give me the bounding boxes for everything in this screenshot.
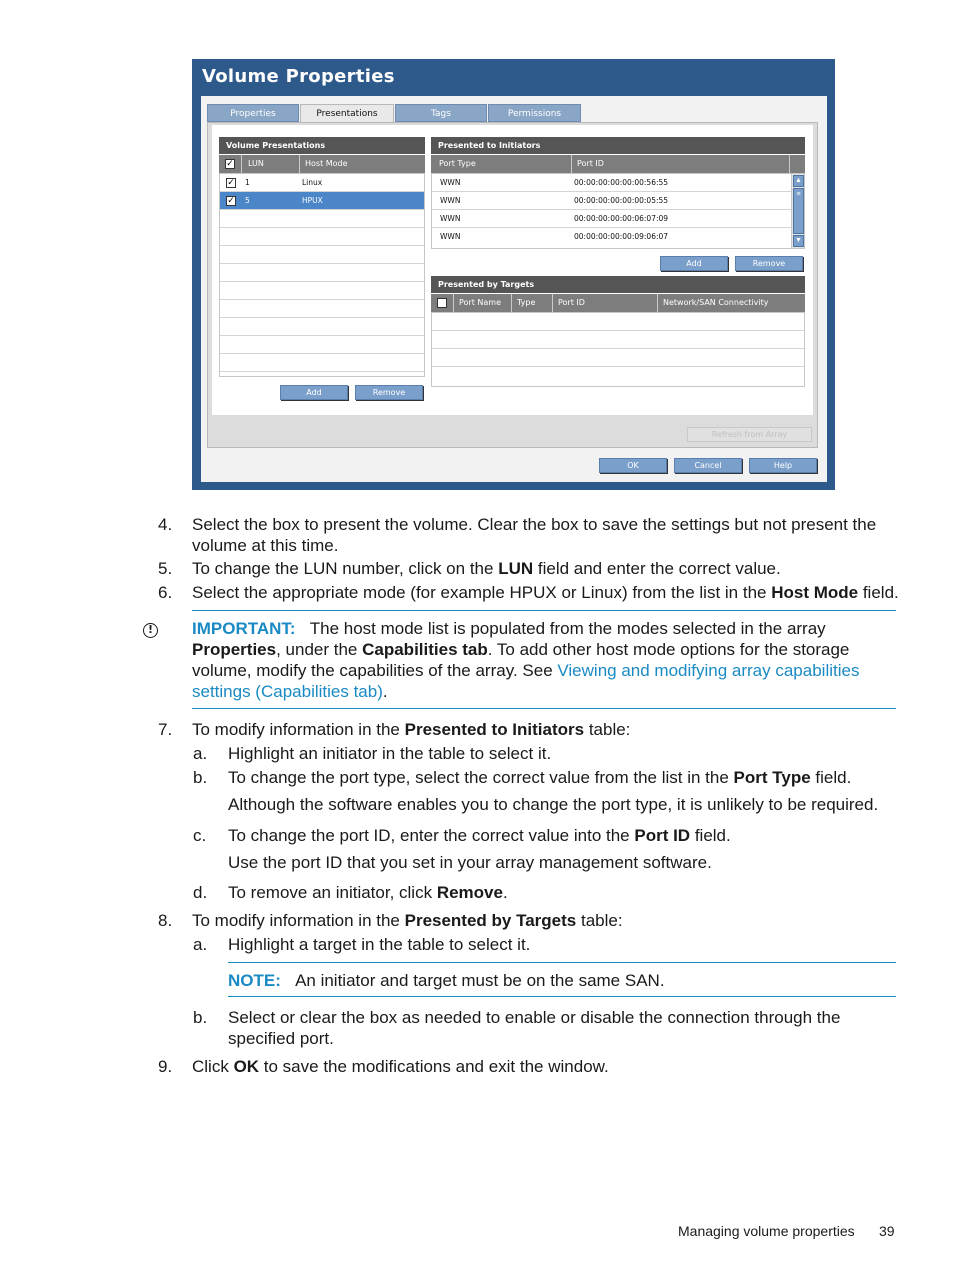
capabilities-link[interactable]: Viewing and modifying array capabilities settings (Capabilities tab) — [192, 661, 860, 701]
table-row[interactable] — [432, 174, 791, 192]
port-id-cell[interactable]: 00:00:00:00:00:09:06:07 — [574, 232, 669, 241]
table-row-selected[interactable] — [220, 192, 424, 210]
step-8-text: To modify information in the Presented by Targets table: — [192, 911, 623, 930]
step-8a-text: Highlight a target in the table to select it. — [228, 935, 531, 954]
cancel-button[interactable]: Cancel — [674, 458, 742, 473]
step-number: 8. — [158, 911, 173, 930]
pi-remove-button[interactable]: Remove — [735, 256, 803, 271]
lun-column-header[interactable]: LUN — [248, 159, 264, 168]
presentations-panel — [207, 122, 818, 448]
table-row-empty — [432, 331, 804, 349]
lun-cell: 1 — [245, 178, 250, 187]
note-bottom-rule — [228, 996, 896, 997]
footer-section-title: Managing volume properties — [678, 1223, 855, 1239]
pi-add-button[interactable]: Add — [660, 256, 728, 271]
scroll-thumb[interactable]: ≡ — [793, 188, 804, 234]
important-bottom-rule — [192, 708, 896, 709]
targets-select-all-checkbox[interactable] — [437, 298, 447, 308]
substep-letter: d. — [193, 883, 208, 902]
volume-properties-window — [192, 59, 835, 490]
table-row-empty — [432, 349, 804, 367]
step-number: 7. — [158, 720, 173, 739]
present-checkbox[interactable]: ✓ — [227, 196, 235, 206]
table-row-empty — [220, 336, 424, 354]
important-note: IMPORTANT: The host mode list is populated from the modes selected in the array Properties, under the Capabilities tab. To add other host mode options for the storage volume, modify the capabilities of the array. See Viewing and modifying array capabilities settings (Capabilities tab). — [192, 619, 860, 701]
port-type-cell[interactable]: WWN — [440, 196, 461, 205]
table-row-empty — [220, 228, 424, 246]
refresh-from-array-button[interactable]: Refresh from Array — [687, 427, 812, 442]
volume-presentations-heading: Volume Presentations — [219, 137, 425, 154]
table-row[interactable] — [432, 192, 791, 210]
targets-header — [431, 294, 805, 312]
tab-presentations[interactable]: Presentations — [300, 104, 394, 123]
substep-letter: b. — [193, 768, 208, 787]
substep-letter: a. — [193, 935, 208, 954]
select-all-checkbox[interactable]: ✓ — [226, 159, 234, 169]
initiators-scrollbar[interactable] — [791, 174, 804, 248]
step-7a-text: Highlight an initiator in the table to select it. — [228, 744, 552, 763]
port-id-cell[interactable]: 00:00:00:00:00:06:07:09 — [574, 214, 669, 223]
connectivity-column-header[interactable]: Network/SAN Connectivity — [663, 298, 769, 307]
type-column-header[interactable]: Type — [517, 298, 536, 307]
table-row-empty — [220, 264, 424, 282]
step-8b-text: Select or clear the box as needed to enable or disable the connection through the specified port. — [228, 1008, 841, 1048]
vp-remove-button[interactable]: Remove — [355, 385, 423, 400]
table-row-empty — [220, 300, 424, 318]
initiators-heading: Presented to Initiators — [431, 137, 805, 154]
targets-heading: Presented by Targets — [431, 276, 805, 293]
vp-add-button[interactable]: Add — [280, 385, 348, 400]
substep-letter: b. — [193, 1008, 208, 1027]
tab-permissions[interactable]: Permissions — [488, 104, 581, 122]
step-number: 5. — [158, 559, 173, 578]
table-row[interactable] — [432, 228, 791, 246]
host-mode-cell[interactable]: Linux — [302, 178, 323, 187]
table-row-empty — [220, 246, 424, 264]
volume-presentations-table — [219, 173, 425, 377]
host-mode-cell[interactable]: HPUX — [302, 196, 323, 205]
volume-presentations-header — [219, 155, 425, 173]
note-text: NOTE: An initiator and target must be on the same SAN. — [228, 971, 665, 990]
scroll-down-icon[interactable]: ▼ — [793, 235, 804, 247]
port-type-cell[interactable]: WWN — [440, 214, 461, 223]
present-checkbox[interactable]: ✓ — [227, 178, 235, 188]
step-7d-text: To remove an initiator, click Remove. — [228, 883, 508, 902]
substep-letter: a. — [193, 744, 208, 763]
important-top-rule — [192, 610, 896, 611]
presentations-content — [212, 125, 813, 415]
scroll-up-icon[interactable]: ▲ — [793, 175, 804, 187]
port-type-cell[interactable]: WWN — [440, 178, 461, 187]
step-number: 6. — [158, 583, 173, 602]
step-7b-note: Although the software enables you to change the port type, it is unlikely to be required. — [228, 795, 879, 814]
table-row-empty — [220, 354, 424, 372]
port-name-column-header[interactable]: Port Name — [459, 298, 502, 307]
port-id-cell[interactable]: 00:00:00:00:00:00:56:55 — [574, 178, 669, 187]
help-button[interactable]: Help — [749, 458, 817, 473]
window-body — [201, 96, 827, 482]
initiators-header — [431, 155, 805, 173]
step-6-text: Select the appropriate mode (for example HPUX or Linux) from the list in the Host Mode field. — [192, 583, 899, 602]
tab-properties[interactable]: Properties — [207, 104, 299, 122]
port-id-cell[interactable]: 00:00:00:00:00:00:05:55 — [574, 196, 669, 205]
targets-table — [431, 312, 805, 387]
step-7b-text: To change the port type, select the correct value from the list in the Port Type field. — [228, 768, 852, 787]
table-row[interactable] — [220, 174, 424, 192]
step-4-text: Select the box to present the volume. Clear the box to save the settings but not present the volume at this time. — [192, 515, 877, 555]
step-7c-note: Use the port ID that you set in your array management software. — [228, 853, 712, 872]
initiators-table — [431, 173, 805, 249]
lun-cell: 5 — [245, 196, 250, 205]
window-title: Volume Properties — [202, 66, 395, 87]
port-type-cell[interactable]: WWN — [440, 232, 461, 241]
step-9-text: Click OK to save the modifications and exit the window. — [192, 1057, 609, 1076]
step-5-text: To change the LUN number, click on the LUN field and enter the correct value. — [192, 559, 781, 578]
note-top-rule — [228, 962, 896, 963]
table-row[interactable] — [432, 210, 791, 228]
target-port-id-column-header[interactable]: Port ID — [558, 298, 585, 307]
step-7c-text: To change the port ID, enter the correct value into the Port ID field. — [228, 826, 731, 845]
table-row-empty — [432, 313, 804, 331]
table-row-empty — [220, 210, 424, 228]
important-icon: ! — [143, 623, 158, 638]
step-number: 4. — [158, 515, 173, 534]
ok-button[interactable]: OK — [599, 458, 667, 473]
table-row-empty — [220, 282, 424, 300]
port-id-column-header[interactable]: Port ID — [577, 159, 604, 168]
tab-tags[interactable]: Tags — [395, 104, 487, 122]
page-number: 39 — [879, 1223, 895, 1239]
step-number: 9. — [158, 1057, 173, 1076]
substep-letter: c. — [193, 826, 207, 845]
table-row-empty — [220, 318, 424, 336]
step-7-text: To modify information in the Presented to Initiators table: — [192, 720, 631, 739]
port-type-column-header[interactable]: Port Type — [439, 159, 476, 168]
host-mode-column-header[interactable]: Host Mode — [305, 159, 348, 168]
